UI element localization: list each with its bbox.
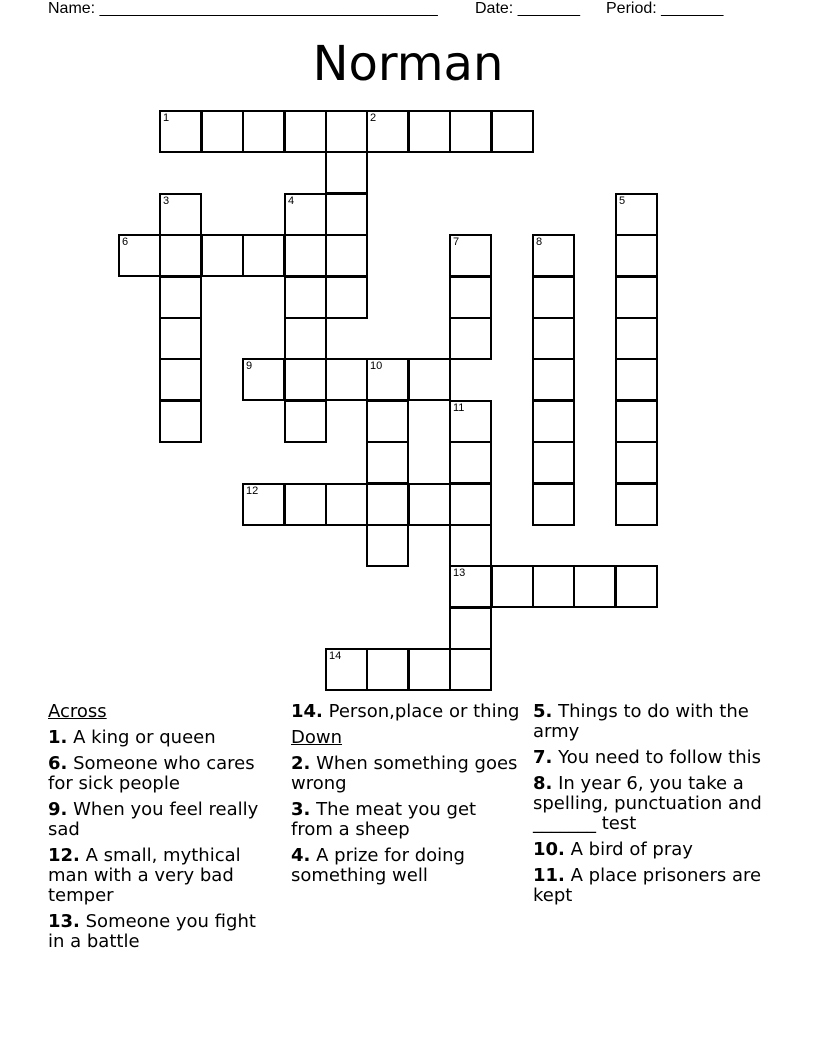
grid-cell[interactable] [201,110,244,153]
grid-cell[interactable] [159,358,202,401]
grid-cell[interactable] [615,358,658,401]
clues-column-1 [48,702,278,958]
clue-number: 4 [288,195,295,207]
clue-number: 14 [329,650,342,662]
clue-down-8: 8. In year 6, you take a spelling, punctuation and _______ test [533,773,762,834]
clue-across-14: 14. Person,place or thing [291,701,520,722]
clue-number: 12 [246,485,259,497]
period-field[interactable]: Period: _______ [606,0,724,17]
grid-cell[interactable] [449,648,492,691]
grid-cell[interactable] [159,193,202,236]
grid-cell[interactable] [532,565,575,608]
grid-cell[interactable] [284,276,327,319]
grid-cell[interactable] [532,234,575,277]
grid-cell[interactable] [325,151,368,194]
grid-cell[interactable] [491,110,534,153]
clue-number: 3 [163,195,170,207]
grid-cell[interactable] [325,234,368,277]
grid-cell[interactable] [284,483,327,526]
clue-number: 11 [453,402,465,414]
grid-cell[interactable] [284,234,327,277]
grid-cell[interactable] [408,648,451,691]
across-heading: Across [48,701,107,722]
grid-cell[interactable] [449,110,492,153]
grid-cell[interactable] [573,565,616,608]
grid-cell[interactable] [325,648,368,691]
clue-across-9: 9. When you feel really sad [48,799,259,840]
grid-cell[interactable] [449,441,492,484]
grid-cell[interactable] [366,358,409,401]
grid-cell[interactable] [615,483,658,526]
clue-number: 2 [370,112,377,124]
puzzle-title: Norman [312,36,504,92]
grid-cell[interactable] [159,110,202,153]
grid-cell[interactable] [615,400,658,443]
clue-number: 5 [619,195,626,207]
grid-cell[interactable] [449,234,492,277]
clue-across-13: 13. Someone you fight in a battle [48,911,256,952]
grid-cell[interactable] [242,234,285,277]
grid-cell[interactable] [615,234,658,277]
clue-across-6: 6. Someone who cares for sick people [48,753,255,794]
grid-cell[interactable] [449,317,492,360]
clue-down-5: 5. Things to do with the army [533,701,749,742]
clue-number: 13 [453,567,466,579]
clue-down-11: 11. A place prisoners are kept [533,865,762,906]
date-field[interactable]: Date: _______ [475,0,580,17]
clue-number: 8 [536,236,543,248]
clue-down-10: 10. A bird of pray [533,839,693,860]
grid-cell[interactable] [449,276,492,319]
grid-cell[interactable] [159,400,202,443]
grid-cell[interactable] [449,524,492,567]
grid-cell[interactable] [366,524,409,567]
grid-cell[interactable] [366,483,409,526]
grid-cell[interactable] [449,565,492,608]
grid-cell[interactable] [325,358,368,401]
grid-cell[interactable] [408,358,451,401]
grid-cell[interactable] [615,441,658,484]
grid-cell[interactable] [408,483,451,526]
grid-cell[interactable] [242,483,285,526]
grid-cell[interactable] [284,110,327,153]
grid-cell[interactable] [325,110,368,153]
clue-across-12: 12. A small, mythical man with a very bad temper [48,845,241,906]
grid-cell[interactable] [284,400,327,443]
grid-cell[interactable] [325,483,368,526]
grid-cell[interactable] [532,276,575,319]
grid-cell[interactable] [615,193,658,236]
clue-down-3: 3. The meat you get from a sheep [291,799,477,840]
grid-cell[interactable] [532,400,575,443]
grid-cell[interactable] [449,483,492,526]
grid-cell[interactable] [325,193,368,236]
clue-down-4: 4. A prize for doing something well [291,845,465,886]
grid-cell[interactable] [159,317,202,360]
name-field[interactable]: Name: ______________________________________ [48,0,438,17]
clue-down-7: 7. You need to follow this [533,747,762,768]
grid-cell[interactable] [366,648,409,691]
grid-cell[interactable] [159,234,202,277]
grid-cell[interactable] [325,276,368,319]
grid-cell[interactable] [615,317,658,360]
clue-across-1: 1. A king or queen [48,727,216,748]
grid-cell[interactable] [491,565,534,608]
grid-cell[interactable] [532,317,575,360]
grid-cell[interactable] [284,358,327,401]
grid-cell[interactable] [159,276,202,319]
grid-cell[interactable] [615,276,658,319]
clue-number: 10 [370,360,383,372]
grid-cell[interactable] [615,565,658,608]
clue-number: 7 [453,236,460,248]
grid-cell[interactable] [449,400,492,443]
grid-cell[interactable] [408,110,451,153]
clues-column-2 [291,702,521,892]
grid-cell[interactable] [118,234,161,277]
grid-cell[interactable] [532,358,575,401]
grid-cell[interactable] [366,110,409,153]
clue-number: 9 [246,360,253,372]
clue-number: 6 [122,236,129,248]
grid-cell[interactable] [366,441,409,484]
grid-cell[interactable] [284,317,327,360]
grid-cell[interactable] [242,358,285,401]
grid-cell[interactable] [532,483,575,526]
grid-cell[interactable] [449,607,492,650]
grid-cell[interactable] [366,400,409,443]
grid-cell[interactable] [284,193,327,236]
grid-cell[interactable] [242,110,285,153]
clue-down-2: 2. When something goes wrong [291,753,518,794]
down-heading: Down [291,727,343,748]
grid-cell[interactable] [201,234,244,277]
clues-column-3 [533,702,763,912]
clue-number: 1 [163,112,170,124]
grid-cell[interactable] [532,441,575,484]
